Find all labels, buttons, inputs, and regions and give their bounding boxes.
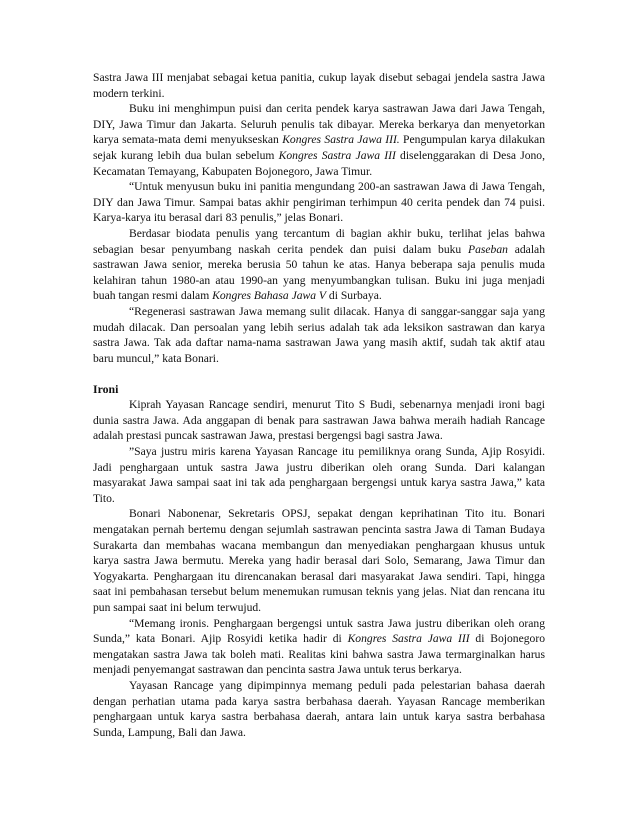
document-page bbox=[93, 70, 545, 740]
paragraph bbox=[93, 101, 545, 179]
text-run: Sastra Jawa III menjabat sebagai ketua panitia, cukup layak disebut sebagai jendela sastra Jawa modern terkini. bbox=[93, 71, 545, 100]
text-run: Berdasar biodata penulis yang tercantum di bagian akhir buku, terlihat jelas bahwa sebagian besar penyumbang naskah cerita pendek dan puisi dalam buku bbox=[93, 226, 545, 256]
text-run: adalah sastrawan Jawa senior, mereka berusia 50 tahun ke atas. Hanya beberapa saja penulis muda kelahiran tahun 1980-an atau 1990-an yang menyumbangkan tulisan. Buku ini juga menjadi buah tangan resmi dalam bbox=[93, 242, 545, 303]
italic-text: Kongres Sastra Jawa III bbox=[278, 148, 396, 162]
text-run: ”Saya justru miris karena Yayasan Rancage itu pemiliknya orang Sunda, Ajip Rosyidi. Jadi penghargaan untuk sastra Jawa justru diberikan oleh orang Sunda. Dari kalangan masyarakat Jawa sampai saat ini tak ada penghargaan bergengsi untuk karya sastra Jawa,” kata Tito. bbox=[93, 445, 545, 505]
italic-text: Paseban bbox=[468, 242, 508, 256]
paragraph bbox=[93, 506, 545, 615]
paragraph bbox=[93, 304, 545, 366]
italic-text: Kongres Sastra Jawa III. bbox=[282, 133, 400, 147]
paragraph bbox=[93, 226, 545, 304]
text-run: Kiprah Yayasan Rancage sendiri, menurut Tito S Budi, sebenarnya menjadi ironi bagi dunia sastra Jawa. Ada anggapan di benak para sastrawan Jawa bahwa meraih hadiah Rancage adalah prestasi puncak sastrawan Jawa, prestasi bergengsi bagi sastra Jawa. bbox=[93, 398, 545, 443]
italic-text: Kongres Bahasa Jawa V bbox=[212, 289, 327, 303]
paragraph bbox=[93, 179, 545, 226]
italic-text: Kongres Sastra Jawa III bbox=[347, 632, 470, 646]
text-run: di Surbaya. bbox=[326, 289, 382, 303]
text-run: Pengumpulan karya dilakukan sejak kurang lebih dua bulan sebelum bbox=[93, 133, 545, 162]
paragraph bbox=[93, 444, 545, 506]
text-run: Buku ini menghimpun puisi dan cerita pendek karya sastrawan Jawa dari Jawa Tengah, DIY, Jawa Timur dan Jakarta. Seluruh penulis tak dibayar. Mereka berkarya dan menyetorkan karya semata-mata demi menyukseskan bbox=[93, 102, 545, 147]
text-run: Ironi bbox=[93, 382, 119, 397]
text-run: di Bojonegoro mengatakan sastra Jawa tak boleh mati. Realitas kini bahwa sastra Jawa termarginalkan harus menjadi penyemangat sastrawan dan pencinta sastra Jawa untuk terus berkarya. bbox=[93, 632, 545, 677]
text-run: Yayasan Rancage yang dipimpinnya memang peduli pada pelestarian bahasa daerah dengan perhatian utama pada karya sastra berbahasa daerah. Yayasan Rancage memberikan penghargaan untuk karya sastra berbahasa daerah, antara lain untuk karya sastra berbahasa Sunda, Lampung, Bali dan Jawa. bbox=[93, 678, 545, 739]
paragraph bbox=[93, 397, 545, 444]
text-run: “Untuk menyusun buku ini panitia mengundang 200-an sastrawan Jawa di Jawa Tengah, DIY dan Jawa Timur. Sampai batas akhir pengiriman terhimpun 40 cerita pendek dan 74 puisi. Karya-karya itu berasal dari 83 penulis,” jelas Bonari. bbox=[93, 180, 545, 225]
text-run: “Regenerasi sastrawan Jawa memang sulit dilacak. Hanya di sanggar-sanggar saja yang mudah dilacak. Dan persoalan yang lebih serius adalah tak ada leksikon sastrawan dan karya sastra Jawa. Tak ada daftar nama-nama sastrawan Jawa yang masih aktif, sudah tak aktif atau baru muncul,” kata Bonari. bbox=[93, 304, 545, 365]
text-run: diselenggarakan di Desa Jono, Kecamatan Temayang, Kabupaten Bojonegoro, Jawa Timur. bbox=[93, 148, 546, 178]
paragraph bbox=[93, 678, 545, 740]
paragraph bbox=[93, 70, 545, 101]
text-run: Bonari Nabonenar, Sekretaris OPSJ, sepakat dengan keprihatinan Tito itu. Bonari mengatakan pernah bertemu dengan sejumlah sastrawan pencinta sastra Jawa di Taman Budaya Surakarta dan membahas wacana membangun dan menyediakan penghargaan khusus untuk karya sastra Jawa bermutu. Mereka yang hadir berasal dari Solo, Semarang, Jawa Timur dan Yogyakarta. Penghargaan itu direncanakan berasal dari masyarakat Jawa sendiri. Tapi, hingga saat ini pembahasan tersebut belum menemukan rumusan teknis yang jelas. Niat dan rencana itu pun sampai saat ini belum terwujud. bbox=[93, 507, 545, 614]
text-run: “Memang ironis. Penghargaan bergengsi untuk sastra Jawa justru diberikan oleh orang Sunda,” kata Bonari. Ajip Rosyidi ketika hadir di bbox=[93, 616, 545, 646]
section-heading bbox=[93, 381, 545, 397]
paragraph bbox=[93, 616, 545, 678]
